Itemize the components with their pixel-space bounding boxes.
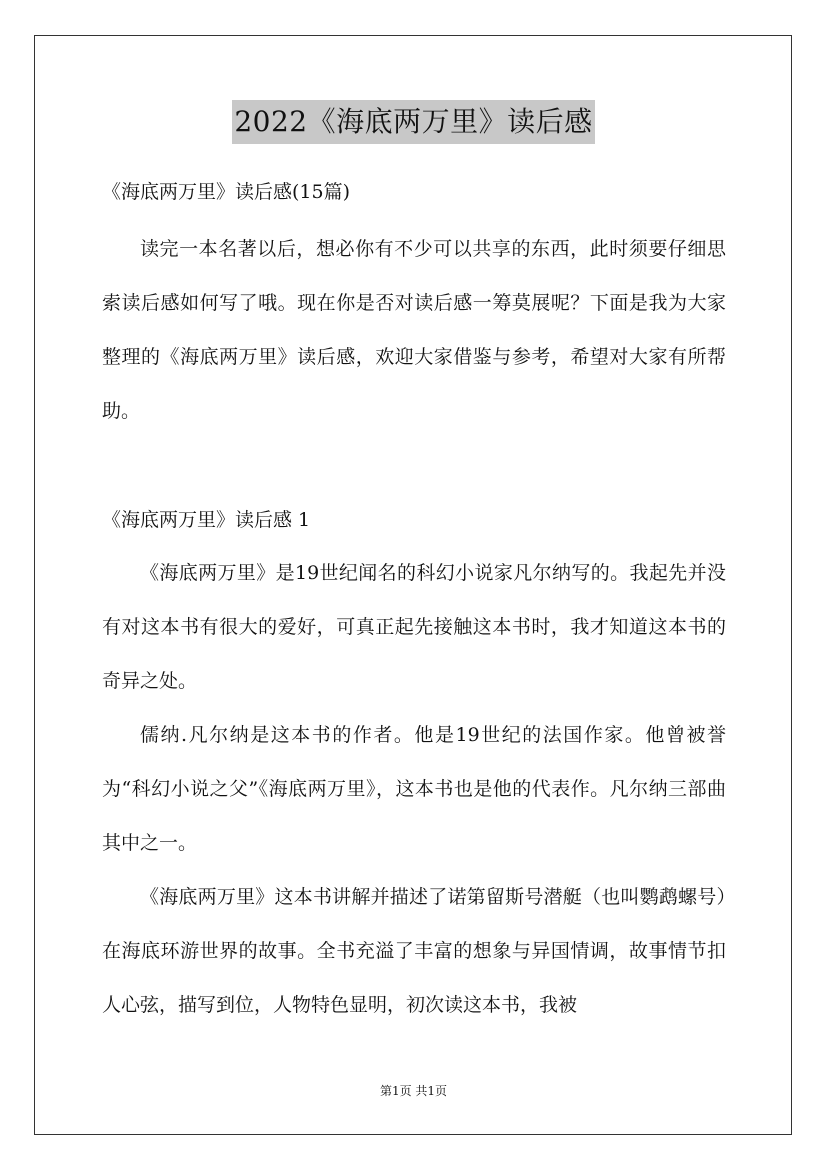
page-number: 第1页 共1页: [379, 1084, 448, 1098]
section-heading-block: [102, 508, 726, 532]
document-title: 2022《海底两万里》读后感: [232, 100, 594, 144]
title-container: [0, 100, 827, 144]
page-footer: [0, 1083, 827, 1099]
intro-paragraph: 读完一本名著以后，想必你有不少可以共享的东西，此时须要仔细思索读后感如何写了哦。现在你是否对读后感一筹莫展呢？下面是我为大家整理的《海底两万里》读后感，欢迎大家借鉴与参考，希望对大家有所帮助。: [102, 238, 726, 422]
section-heading: 《海底两万里》读后感 1: [102, 509, 311, 531]
body-paragraph: 《海底两万里》是19世纪闻名的科幻小说家凡尔纳写的。我起先并没有对这本书有很大的爱好，可真正起先接触这本书时，我才知道这本书的奇异之处。: [102, 562, 726, 692]
intro-block: [102, 222, 726, 438]
section-body: [102, 546, 726, 1032]
subtitle-block: [102, 180, 726, 204]
document-subtitle: 《海底两万里》读后感(15篇): [102, 181, 351, 203]
body-paragraph: 儒纳.凡尔纳是这本书的作者。他是19世纪的法国作家。他曾被誉为“科幻小说之父”《海底两万里》，这本书也是他的代表作。凡尔纳三部曲其中之一。: [102, 724, 726, 854]
body-paragraph: 《海底两万里》这本书讲解并描述了诺第留斯号潜艇（也叫鹦鹉螺号）在海底环游世界的故事。全书充溢了丰富的想象与异国情调，故事情节扣人心弦，描写到位，人物特色显明，初次读这本书，我被: [102, 886, 726, 1016]
